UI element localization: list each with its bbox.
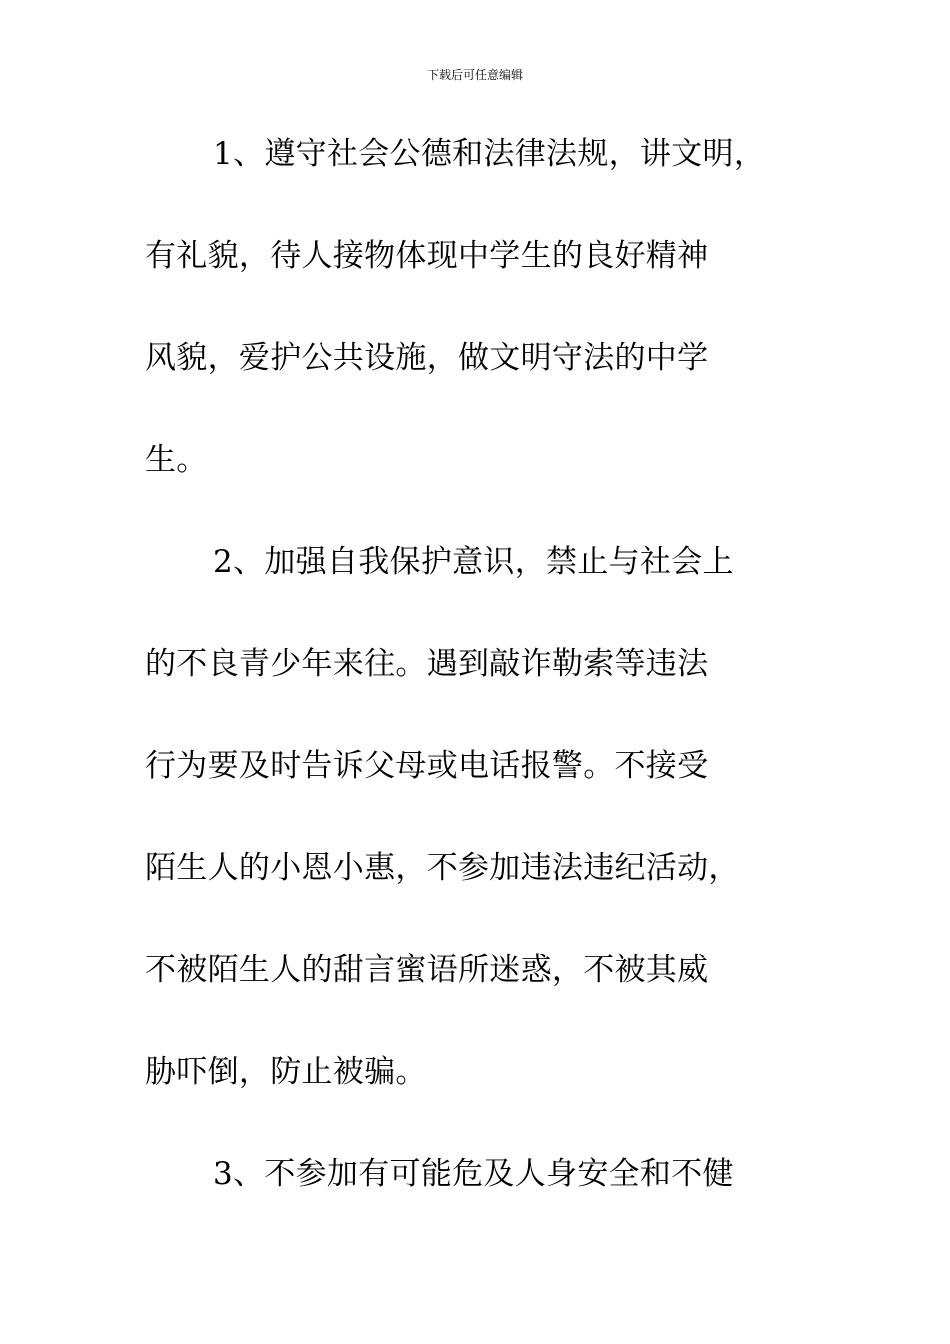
text-line: 不被陌生人的甜言蜜语所迷惑，不被其威 [145, 952, 709, 988]
text-line: 陌生人的小恩小惠，不参加违法违纪活动， [145, 850, 740, 886]
text-line: 2、加强自我保护意识，禁止与社会上 [213, 544, 734, 580]
text-line: 3、不参加有可能危及人身安全和不健 [213, 1156, 734, 1192]
body-text [145, 126, 805, 1248]
text-line: 行为要及时告诉父母或电话报警。不接受 [145, 748, 709, 784]
text-line: 有礼貌，待人接物体现中学生的良好精神 [145, 238, 709, 274]
text-line: 1、遵守社会公德和法律法规，讲文明， [213, 136, 766, 172]
text-line: 生。 [145, 442, 208, 478]
text-line: 风貌，爱护公共设施，做文明守法的中学 [145, 340, 709, 376]
header-note: 下载后可任意编辑 [426, 68, 523, 82]
text-line: 胁吓倒，防止被骗。 [145, 1054, 427, 1090]
text-line: 的不良青少年来往。遇到敲诈勒索等违法 [145, 646, 709, 682]
